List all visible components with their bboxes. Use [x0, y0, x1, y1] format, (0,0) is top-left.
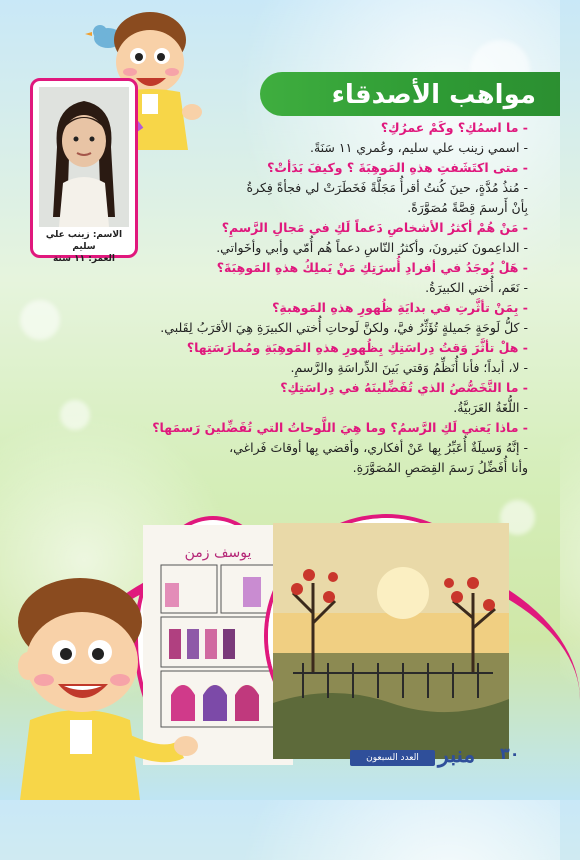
bokeh-decoration — [60, 400, 90, 430]
interview-question: - ما اسمُكِ؟ وكَمْ عمرُكِ؟ — [380, 120, 528, 135]
page-title: مواهب الأصدقاء — [331, 80, 536, 110]
interview-answer: - اللُّغَةُ العَرَبيَّةُ. — [453, 400, 528, 415]
bokeh-decoration — [20, 300, 60, 340]
interview-answer: - مُنذُ مُدَّةٍ، حينَ كُنتُ أقرأُ مَجَلَّةً فَخَطَرَتْ لي فجأةً فِكرةُ — [246, 180, 528, 195]
interview-question: - هَلْ يُوجَدُ في أفرادِ أُسرَتِكِ مَنْ يَملِكُ هذهِ المَوهِبَةَ؟ — [216, 260, 528, 275]
interview-answer: - كلُّ لَوحَةٍ جَميلةٍ تُؤَثِّرُ فيَّ، ولكنَّ لَوحاتِ أُختي الكبيرَةِ هِيَ الأقرَبُ لِقَلبي. — [160, 320, 528, 335]
profile-name: الاسم: زينب علي سليم — [45, 230, 123, 252]
interview-text — [128, 118, 528, 478]
cartoon-boy-bottom-illustration — [0, 570, 200, 800]
drawing-title: يوسف زمن — [184, 545, 252, 561]
magazine-logo: منبر — [438, 742, 476, 768]
interview-question: - مَنْ هُمْ أكثرُ الأشخاصِ دَعماً لَكِ في مَجالِ الرَّسمِ؟ — [221, 220, 528, 235]
issue-label: العدد السبعون — [350, 750, 435, 766]
interview-answer: بِأنْ أَرسمَ قِصَّةً مُصَوَّرَةً. — [407, 200, 528, 215]
interview-question: - بِمَنْ تأثَّرتِ في بدايَةِ ظُهورِ هذهِ المَوهبةِ؟ — [272, 300, 528, 315]
interview-answer: - نَعَم، أُختي الكبيرَةُ. — [425, 280, 528, 295]
interview-question: - هلْ تأثَّرَ وَقتُ دِراسَتِكِ بِظُهورِ هذهِ المَوهِبَةِ ومُمارَسَتِها؟ — [186, 340, 528, 355]
interview-answer: - الداعِمونَ كثيرونَ، وأكثرُ النّاسِ دعماً هُم أُمّي وأبي وأخَواتي. — [216, 240, 528, 255]
interview-question: - ما التَّخَصُّصُ الذي تُفَضِّلينَهُ في دِراسَتِكِ؟ — [280, 380, 528, 395]
interview-question: - ماذا يَعني لَكِ الرَّسمُ؟ وما هِيَ اللَّوحاتُ التي تُفَضِّلينَ رَسمَها؟ — [152, 420, 528, 435]
profile-photo — [39, 87, 129, 227]
interview-answer: - إنَّهُ وَسيلَةٌ أُعَبِّرُ بِها عَنْ أفكاري، وأقضي بِها أوقاتَ فَراغي، — [229, 440, 528, 455]
landscape-painting-image — [268, 518, 504, 754]
interview-answer: - لا، أبداً؛ فأنا أُنَظِّمُ وَقتي بَينَ الدِّراسَةِ والرَّسمِ. — [290, 360, 528, 375]
interview-answer: وأنا أُفَضِّلُ رَسمَ القِصَصِ المُصَوَّرَةِ. — [352, 460, 528, 475]
profile-card — [30, 78, 138, 264]
interview-answer: - اسمي زينب علي سليم، وعُمري ١١ سَنَةً. — [309, 140, 528, 155]
profile-age: العمر: ١١ سنة — [52, 254, 116, 264]
profile-caption — [33, 229, 135, 265]
page-number: ٣٠ — [500, 744, 520, 763]
interview-question: - متى اكتَشَفتِ هذهِ المَوهِبَةَ ؟ وكيفَ بَدَأتْ؟ — [267, 160, 528, 175]
title-banner — [260, 72, 560, 116]
girl-portrait-image — [39, 87, 129, 227]
footer — [350, 742, 530, 768]
sunset-painting-illustration — [273, 523, 509, 759]
